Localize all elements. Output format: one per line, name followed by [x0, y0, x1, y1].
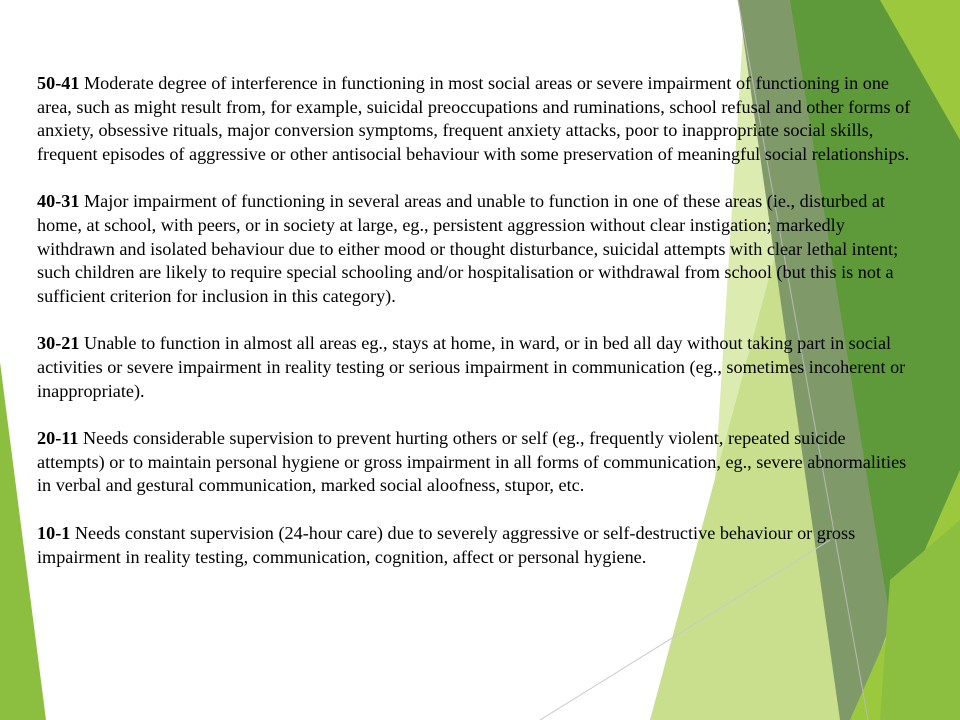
criterion-description: Major impairment of functioning in several areas and unable to function in one of these areas (ie., disturbed at home, at school, with peers, or in society at large, eg., persistent aggression without clear instigation; markedly withdrawn and isolated behaviour due to either mood or thought disturbance, suicidal attempts with clear lethal intent; such children are likely to require special schooling and/or hospitalisation or withdrawal from school (but this is not a sufficient criterion for inclusion in this category). [37, 191, 899, 306]
criterion-description: Moderate degree of interference in functioning in most social areas or severe impairment of functioning in one area, such as might result from, for example, suicidal preoccupations and ruminations, school refusal and other forms of anxiety, obsessive rituals, major conversion symptoms, frequent anxiety attacks, poor to inappropriate social skills, frequent episodes of aggressive or other antisocial behaviour with some preservation of meaningful social relationships. [37, 73, 911, 164]
score-range: 50-41 [37, 73, 80, 93]
criterion-description: Needs considerable supervision to prevent hurting others or self (eg., frequently violent, repeated suicide attempts) or to maintain personal hygiene or gross impairment in all forms of communication, eg., severe abnormalities in verbal and gestural communication, marked social aloofness, stupor, etc. [37, 428, 907, 496]
criterion-description: Unable to function in almost all areas eg., stays at home, in ward, or in bed all day without taking part in social activities or severe impairment in reality testing or serious impairment in communication (eg., sometimes incoherent or inappropriate). [37, 333, 906, 401]
score-range: 40-31 [37, 191, 80, 212]
criterion-paragraph [37, 72, 917, 166]
criteria-text [37, 72, 917, 593]
criterion-description: Needs constant supervision (24-hour care) due to severely aggressive or self-destructive behaviour or gross impairment in reality testing, communication, cognition, affect or personal hygiene. [37, 522, 856, 567]
criterion-paragraph [37, 522, 917, 569]
criterion-paragraph [37, 427, 917, 498]
score-range: 30-21 [37, 333, 80, 354]
criterion-paragraph [37, 332, 917, 403]
score-range: 10-1 [37, 522, 71, 543]
criterion-paragraph [37, 190, 917, 308]
score-range: 20-11 [37, 428, 79, 449]
